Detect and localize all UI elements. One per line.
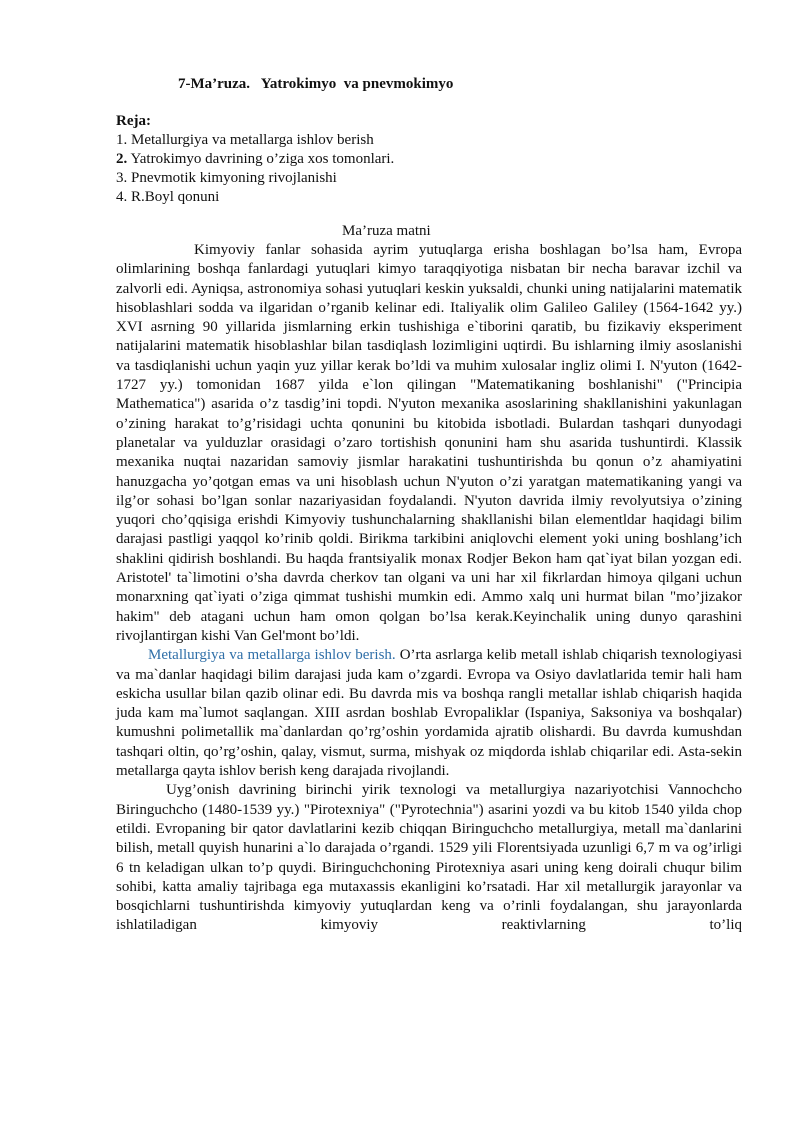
plan-item-text: Metallurgiya va metallarga ishlov berish — [127, 132, 374, 148]
plan-item-number: 4. — [116, 189, 128, 205]
plan-item-2 — [116, 150, 742, 169]
plan-item-number: 2. — [116, 151, 128, 167]
page-title: 7-Ma’ruza. Yatrokimyo va pnevmokimyo — [178, 76, 454, 92]
plan-item-3 — [116, 169, 742, 188]
plan-item-4 — [116, 188, 742, 207]
lecture-heading: Ma’ruza matni — [342, 223, 431, 239]
document-page — [116, 76, 742, 936]
plan-item-number: 1. — [116, 132, 128, 148]
plan-item-text: R.Boyl qonuni — [127, 189, 220, 205]
plan-item-text: Pnevmotik kimyoning rivojlanishi — [127, 170, 337, 186]
body-paragraph-3: Uyg’onish davrining birinchi yirik texnologi va metallurgiya nazariyotchisi Vannochcho Biringuchcho (1480-1539 yy.) "Pirotexniya" ("Pyrotechnia") asarini yozdi va bu kitob 1540 yilda chop etildi. Evropaning bir qator davlatlarini kezib chiqqan Biringuchcho metallurgiya, metall ma`danlarini bilish, metall quyish hunarini a`lo darajada o’rgandi. 1529 yili Florentsiyada uzunligi 6,7 m va og’irligi 6 tn keladigan ulkan to’p quydi. Biringuchchoning Pirotexniya asari uning keng doirali chuqur bilim sohibi, katta amaliy tajribaga ega mutaxassis ekanligini ko’rsatadi. Har xil metallurgik jarayonlar va bosqichlarni tushuntirishda kimyoviy yutuqlardan keng va o’rinli foydalangan, shu jarayonlarda ishlatiladigan kimyoviy reaktivlarning to’liq — [116, 782, 742, 934]
plan-heading: Reja: — [116, 113, 151, 129]
section-link-metallurgy[interactable]: Metallurgiya va metallarga ishlov berish. — [148, 647, 396, 664]
plan-item-number: 3. — [116, 170, 128, 186]
body-paragraph-1: Kimyoviy fanlar sohasida ayrim yutuqlarga erisha boshlagan bo’lsa ham, Evropa olimlarining boshqa fanlardagi yutuqlari kimyo taraqqiyotiga nisbatan bir necha baravar izchil va zalvorli edi. Ayniqsa, astronomiya sohasi yutuqlari keskin yuksaldi, chunki uning natijalarini matematik hisoblashlari sodda va ilgaridan o’rganib kelinar edi. Italiyalik olim Galileo Galiley (1564-1642 yy.) XVI asrning 90 yillarida jismlarning erkin tushishiga e`tiborini qaratib, bu fizikaviy eksperiment natijalarini matematik hisoblashlar bilan tasdiqlash lozimligini uqtirdi. Bu ishlarning ilmiy asoslanishi va tasdiqlanishi uchun yaqin yuz yillar kerak bo’ldi va muhim xulosalar ingliz olimi I. N'yuton (1642-1727 yy.) tomonidan 1687 yilda e`lon qilingan "Matematikaning boshlanishi" ("Principia Mathematica") asarida o’z tasdig’ini topdi. N'yuton mexanika asoslarining shakllanishini yakunlagan o’zining harakat to’g’risidagi uchta qonunini bu kitobida isbotladi. Bulardan tashqari dunyodagi planetalar va yulduzlar orasidagi o’zaro tortishish qonunini ham shu asarida tushuntirdi. Klassik mexanika nuqtai nazaridan samoviy jismlar harakatini tushuntirishda bu qonun o’z ahamiyatini hanuzgacha yo’qotgan emas va uni hisoblash uchun N'yuton o’zi yaratgan matematikaning yangi va ilg’or sohasi bo’lgan sonlar nazariyasidan foydalandi. N'yuton davrida ilmiy revolyutsiya o’zining yuqori cho’qqisiga erishdi Kimyoviy tushunchalarning shakllanishi bilan elementldar haqidagi bilim darajasi pastligi yaqqol ko’rinib qoldi. Birikma tarkibini aniqlovchi element yoki uning boshlang’ich shaklini qidirish boshlandi. Bu haqda frantsiyalik monax Rodjer Bekon ham qat`iyat bilan yozgan edi. Aristotel' ta`limotini o’sha davrda cherkov tan olgani va uni har xil fikrlardan himoya qilgani uchun monarxning qat`iyati o’ziga qimmat tushishi mumkin edi. Ammo xalq uni hurmat bilan "mo’jizakor hakim" deb atagani uchun ham omon qolgan bo’lsa kerak.Keyinchalik uning dunyo qarashini rivojlantirgan kishi Van Gel'mont bo’ldi. — [116, 242, 742, 644]
body-paragraph-2-text: O’rta asrlarga kelib metall ishlab chiqarish texnologiyasi va ma`danlar haqidagi bilim darajasi juda kam o’zgardi. Evropa va Osiyo davlatlarida temir hali ham eskicha usullar bilan qazib olinar edi. Bu davrda mis va boshqa rangli metallar ishlab chiqarish haqida juda kam ma`lumot saqlangan. XIII asrdan boshlab Evropaliklar (Ispaniya, Saksoniya va boshqalar) kumushni polimetallik ma`danlardan qo’rg’oshin yordamida ajratib olishardi. Bu davrda kumushdan tashqari oltin, qo’rg’oshin, qalay, vismut, surma, mishyak oz miqdorda ishlab chiqarilar edi. Asta-sekin metallarga qayta ishlov berish keng darajada rivojlandi. — [116, 647, 742, 780]
body-paragraph-2 — [116, 646, 742, 781]
plan-item-text: Yatrokimyo davrining o’ziga xos tomonlari. — [127, 151, 395, 167]
plan-item-1 — [116, 131, 742, 150]
